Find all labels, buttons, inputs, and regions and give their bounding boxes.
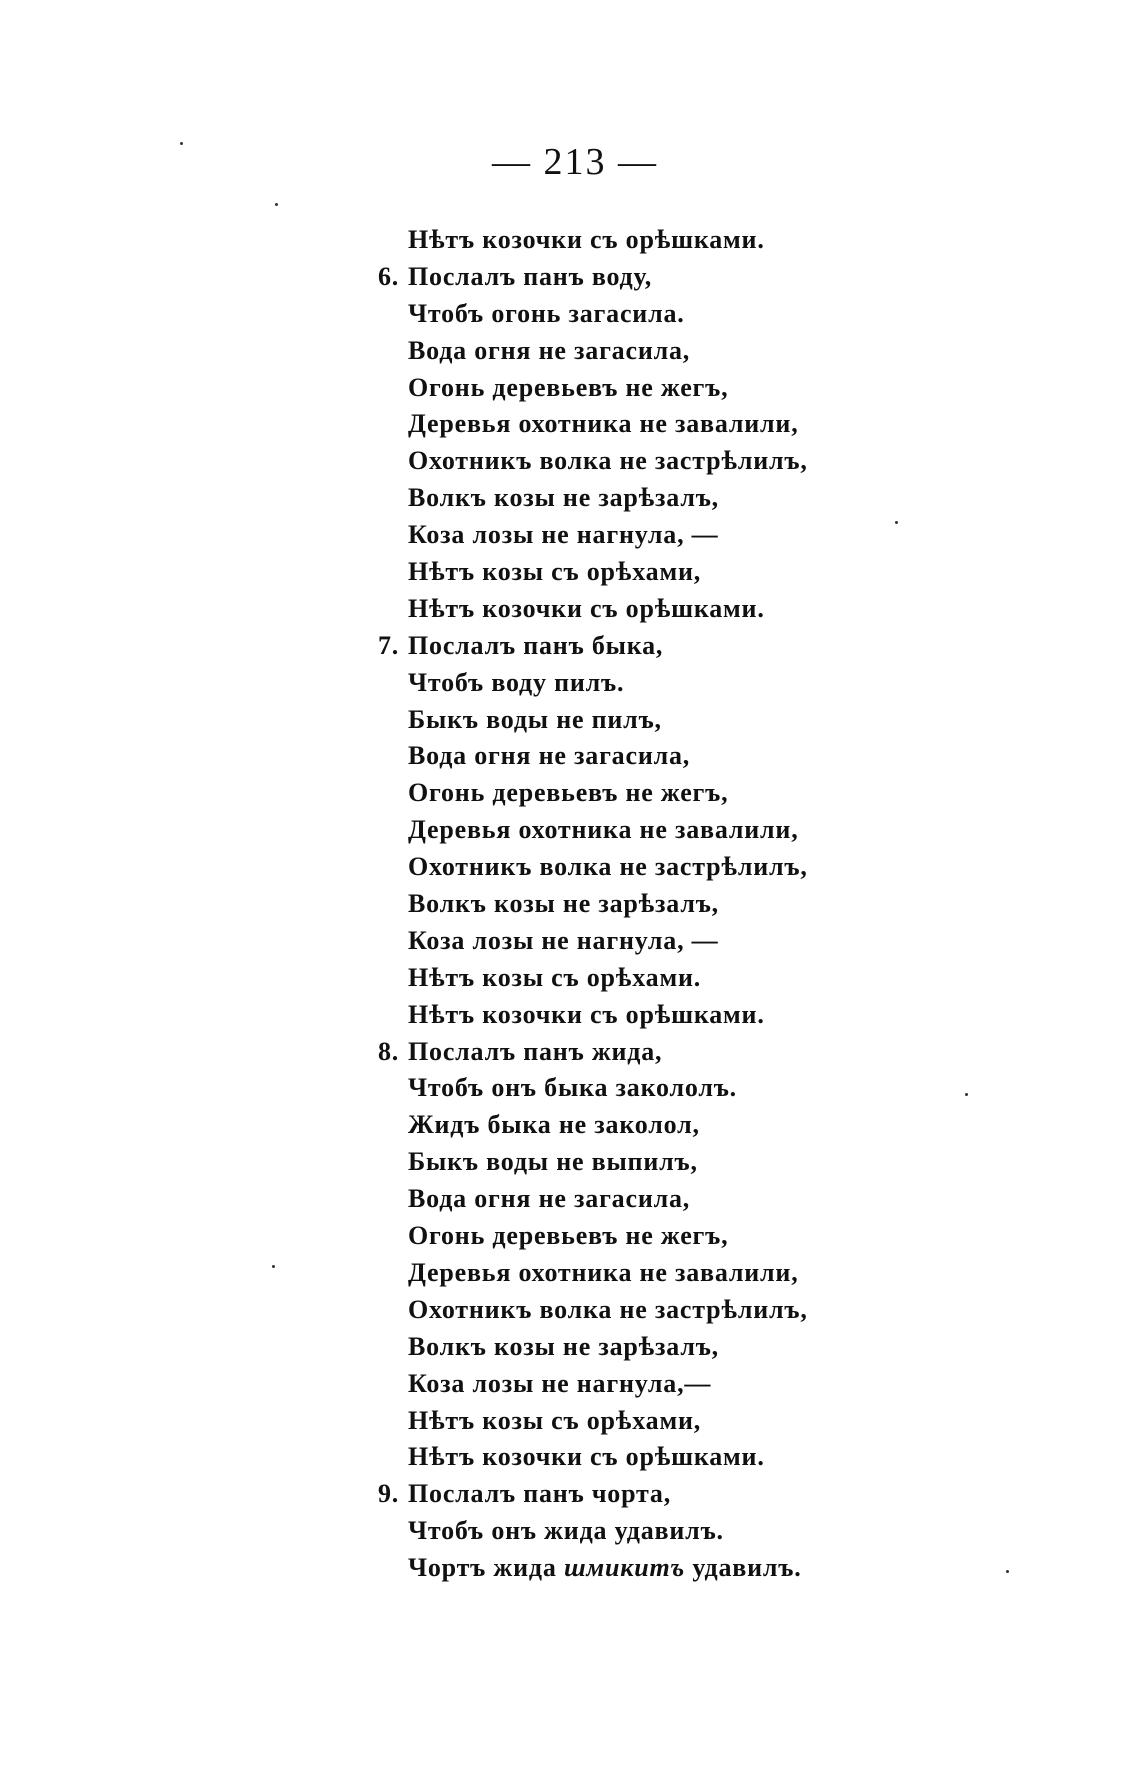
scan-speck bbox=[180, 142, 183, 145]
poem-line bbox=[378, 1070, 1098, 1107]
scan-speck bbox=[965, 1093, 968, 1096]
poem-line bbox=[378, 1292, 1098, 1329]
scan-speck bbox=[272, 1265, 275, 1268]
poem-line bbox=[378, 554, 1098, 591]
line-text: Охотникъ волка не застрѣлилъ, bbox=[408, 1294, 808, 1324]
stanza-start-line bbox=[378, 259, 1098, 296]
line-text: Нѣтъ козочки съ орѣшками. bbox=[408, 999, 765, 1029]
stanza-number: 8. bbox=[378, 1036, 400, 1066]
line-text: Быкъ воды не выпилъ, bbox=[408, 1147, 698, 1177]
scan-speck bbox=[895, 521, 898, 524]
poem-line bbox=[378, 997, 1098, 1034]
line-text: Нѣтъ козы съ орѣхами, bbox=[408, 1405, 702, 1435]
line-text: Послалъ панъ быка, bbox=[408, 630, 664, 660]
poem-line bbox=[378, 1218, 1098, 1255]
poem-line bbox=[378, 849, 1098, 886]
line-text-after: удавилъ. bbox=[692, 1553, 802, 1583]
line-text: Волкъ козы не зарѣзалъ, bbox=[408, 1331, 719, 1361]
page-number: — 213 — bbox=[492, 141, 658, 183]
line-text: Жидъ быка не заколол, bbox=[408, 1110, 700, 1140]
line-text: Нѣтъ козочки съ орѣшками. bbox=[408, 1442, 765, 1472]
line-text: Нѣтъ козы съ орѣхами. bbox=[408, 962, 702, 992]
line-text: Чортъ жида bbox=[408, 1553, 557, 1583]
poem-line bbox=[378, 333, 1098, 370]
scan-speck bbox=[275, 203, 278, 206]
poem-line bbox=[378, 296, 1098, 333]
stanza-number: 9. bbox=[378, 1479, 400, 1509]
poem-line bbox=[378, 1550, 1098, 1587]
poem-line bbox=[378, 738, 1098, 775]
scan-speck bbox=[1006, 1570, 1009, 1573]
stanza-start-line bbox=[378, 1034, 1098, 1071]
poem-line bbox=[378, 702, 1098, 739]
poem-line bbox=[378, 960, 1098, 997]
line-text: Деревья охотника не завалили, bbox=[408, 815, 799, 845]
line-text: Коза лозы не нагнула, — bbox=[408, 925, 719, 955]
poem-line bbox=[378, 1439, 1098, 1476]
line-text: Охотникъ волка не застрѣлилъ, bbox=[408, 446, 808, 476]
poem-line bbox=[378, 886, 1098, 923]
line-text: Чтобъ воду пилъ. bbox=[408, 667, 625, 697]
line-text: Нѣтъ козочки съ орѣшками. bbox=[408, 593, 765, 623]
line-text: Вода огня не загасила, bbox=[408, 1184, 691, 1214]
stanza-number: 7. bbox=[378, 630, 400, 660]
line-text: Нѣтъ козы съ орѣхами, bbox=[408, 557, 702, 587]
poem-line bbox=[378, 1329, 1098, 1366]
poem-line bbox=[378, 406, 1098, 443]
poem-line bbox=[378, 1366, 1098, 1403]
poem-line bbox=[378, 923, 1098, 960]
line-text: Вода огня не загасила, bbox=[408, 741, 691, 771]
stanza-number: 6. bbox=[378, 261, 400, 291]
poem-line bbox=[378, 1513, 1098, 1550]
line-text: Послалъ панъ воду, bbox=[408, 261, 653, 291]
poem-line bbox=[378, 1144, 1098, 1181]
stanza-start-line bbox=[378, 1476, 1098, 1513]
poem-line bbox=[378, 1403, 1098, 1440]
poem-line bbox=[378, 591, 1098, 628]
line-text: Охотникъ волка не застрѣлилъ, bbox=[408, 852, 808, 882]
line-text: Нѣтъ козочки съ орѣшками. bbox=[408, 225, 765, 254]
line-text: Чтобъ онъ жида удавилъ. bbox=[408, 1516, 724, 1546]
poem-body bbox=[378, 222, 1098, 1587]
line-text: Деревья охотника не завалили, bbox=[408, 409, 799, 439]
poem-line bbox=[378, 517, 1098, 554]
poem-line bbox=[378, 1255, 1098, 1292]
line-text: Огонь деревьевъ не жегъ, bbox=[408, 1221, 729, 1251]
poem-line bbox=[378, 443, 1098, 480]
poem-line bbox=[378, 665, 1098, 702]
poem-line bbox=[378, 370, 1098, 407]
line-text: Вода огня не загасила, bbox=[408, 335, 691, 365]
line-text: Коза лозы не нагнула,— bbox=[408, 1368, 712, 1398]
poem-line bbox=[378, 480, 1098, 517]
line-text: Огонь деревьевъ не жегъ, bbox=[408, 778, 729, 808]
poem-line bbox=[378, 222, 1098, 259]
line-text: Послалъ панъ чорта, bbox=[408, 1479, 672, 1509]
line-text: Волкъ козы не зарѣзалъ, bbox=[408, 889, 719, 919]
line-text: Волкъ козы не зарѣзалъ, bbox=[408, 483, 719, 513]
poem-line bbox=[378, 1107, 1098, 1144]
line-text: Послалъ панъ жида, bbox=[408, 1036, 663, 1066]
italic-word: шмикитъ bbox=[563, 1553, 686, 1583]
line-text: Деревья охотника не завалили, bbox=[408, 1257, 799, 1287]
line-text: Коза лозы не нагнула, — bbox=[408, 520, 719, 550]
poem-line bbox=[378, 812, 1098, 849]
stanza-start-line bbox=[378, 628, 1098, 665]
line-text: Огонь деревьевъ не жегъ, bbox=[408, 372, 729, 402]
poem-line bbox=[378, 775, 1098, 812]
poem-line bbox=[378, 1181, 1098, 1218]
line-text: Быкъ воды не пилъ, bbox=[408, 704, 662, 734]
line-text: Чтобъ огонь загасила. bbox=[408, 298, 685, 328]
line-text: Чтобъ онъ быка закололъ. bbox=[408, 1073, 737, 1103]
